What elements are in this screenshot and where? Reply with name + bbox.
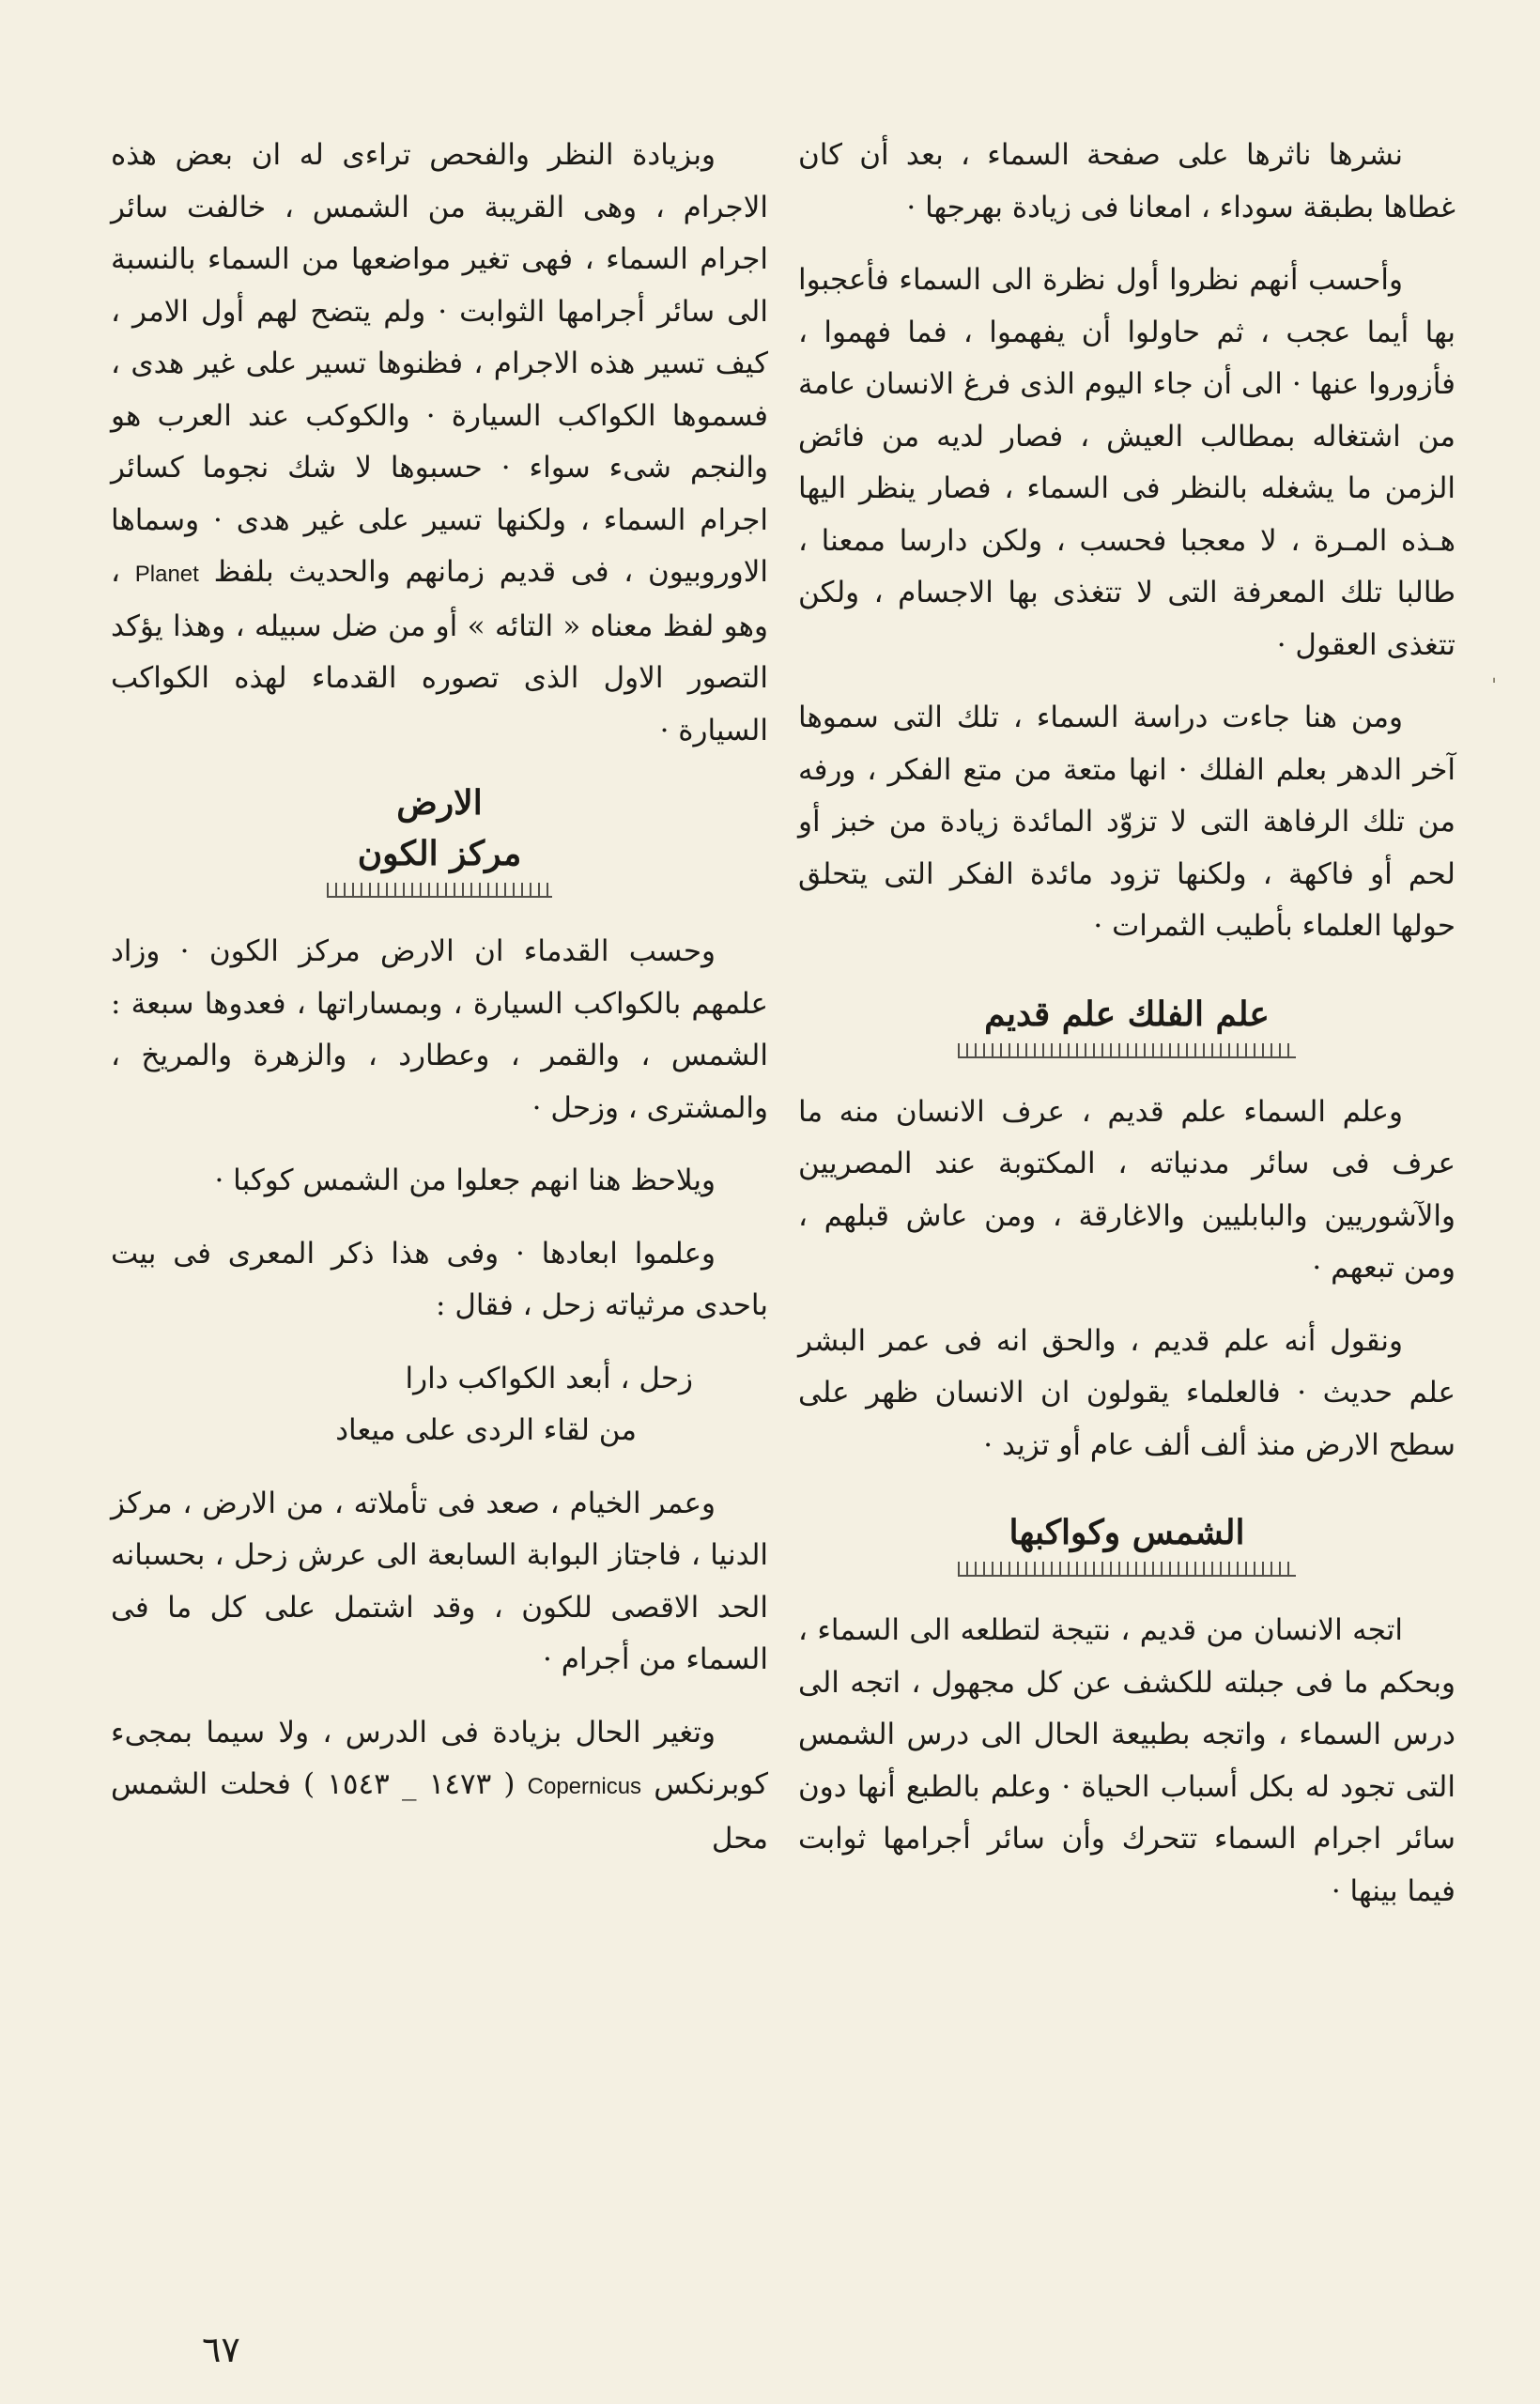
- paragraph: نشرها ناثرها على صفحة السماء ، بعد أن كان غطاها بطبقة سوداء ، امعانا فى زيادة بهرجها ·: [798, 138, 1455, 224]
- heading-line: مركز الكون: [357, 834, 522, 873]
- page-number: ٦٧: [202, 2329, 240, 2370]
- paragraph: [111, 130, 768, 757]
- heading-line: الارض: [396, 783, 483, 823]
- heading-underline: [958, 1043, 1296, 1058]
- paragraph: ونقول أنه علم قديم ، والحق انه فى عمر البشر علم حديث · فالعلماء يقولون ان الانسان ظهر على سطح الارض منذ ألف ألف عام أو تزيد ·: [798, 1323, 1455, 1462]
- heading-text: علم الفلك علم قديم: [984, 994, 1270, 1034]
- left-column: [111, 130, 768, 1886]
- margin-speck: ˈ: [1491, 676, 1498, 700]
- section-heading-sun-planets: [798, 1507, 1455, 1558]
- paragraph: [111, 1707, 768, 1866]
- section-heading-earth-center: [111, 778, 768, 879]
- right-column: [798, 130, 1455, 1938]
- poem-verse: زحل ، أبعد الكواكب دارا: [405, 1361, 693, 1395]
- paragraph: وعلموا ابعادها · وفى هذا ذكر المعرى فى بيت باحدى مرثياته زحل ، فقال :: [111, 1236, 768, 1322]
- paragraph: وعمر الخيام ، صعد فى تأملاته ، من الارض ، مركز الدنيا ، فاجتاز البوابة السابعة الى عرش زحل ، بحسبانه الحد الاقصى للكون ، وقد اشتمل على كل ما فى السماء من أجرام ·: [111, 1486, 768, 1676]
- paragraph-text: ( ١٤٧٣ _ ١٥٤٣ ) فحلت الشمس محل: [111, 1767, 768, 1856]
- paragraph: اتجه الانسان من قديم ، نتيجة لتطلعه الى السماء ، وبحكم ما فى جبلته للكشف عن كل مجهول ، اتجه الى درس السماء ، واتجه بطبيعة الحال الى درس الشمس التى تجود له بكل أسباب الحياة · وعلم بالطبع أنها دون سائر اجرام السماء تتحرك وأن سائر أجرامها ثوابت فيما بينها ·: [798, 1613, 1455, 1908]
- heading-underline: [958, 1562, 1296, 1577]
- paragraph: ويلاحظ هنا انهم جعلوا من الشمس كوكبا ·: [214, 1163, 716, 1197]
- latin-term-copernicus: Copernicus: [527, 1774, 642, 1799]
- paragraph-text: وبزيادة النظر والفحص تراءى له ان بعض هذه الاجرام ، وهى القريبة من الشمس ، خالفت سائر اجرام السماء ، فهى تغير مواضعها من السماء بالنسبة الى سائر أجرامها الثوابت · ولم يتضح لهم أول الامر ، كيف تسير هذه الاجرام ، فظنوها تسير على غير هدى ، فسموها الكواكب السيارة · والكوكب عند العرب هو والنجم شىء سواء · حسبوها لا شك نجوما كسائر اجرام السماء ، ولكنها تسير على غير هدى · وسماها الاوروبيون ، فى قديم زمانهم والحديث بلفظ: [111, 138, 768, 589]
- section-heading-astronomy-ancient: [798, 989, 1455, 1040]
- paragraph: وحسب القدماء ان الارض مركز الكون · وزاد علمهم بالكواكب السيارة ، وبمساراتها ، فعدوها سبعة : الشمس ، والقمر ، وعطارد ، والزهرة والمريخ ، والمشترى ، وزحل ·: [111, 934, 768, 1125]
- poem-verse: من لقاء الردى على ميعاد: [335, 1413, 637, 1447]
- heading-text: الشمس وكواكبها: [1009, 1513, 1245, 1552]
- paragraph: وأحسب أنهم نظروا أول نظرة الى السماء فأعجبوا بها أيما عجب ، ثم حاولوا أن يفهموا ، فما فهموا ، فأزوروا عنها · الى أن جاء اليوم الذى فرغ الانسان عامة من اشتغاله بمطالب العيش ، فصار لديه من فائض الزمن ما يشغله بالنظر فى السماء ، فصار ينظر اليها هـذه المـرة ، لا معجبا فحسب ، ولكن دارسا ممعنا ، طالبا تلك المعرفة التى لا تتغذى بها الاجسام ، ولكن تتغذى العقول ·: [798, 263, 1455, 662]
- paragraph: وعلم السماء علم قديم ، عرف الانسان منه ما عرف فى سائر مدنياته ، المكتوبة عند المصريين والآشوريين والبابليين والاغارقة ، ومن عاش قبلهم ، ومن تبعهم ·: [798, 1094, 1455, 1285]
- paragraph: ومن هنا جاءت دراسة السماء ، تلك التى سموها آخر الدهر بعلم الفلك · انها متعة من متع الفكر ، ورفه من تلك الرفاهة التى لا تزوّد المائدة زيادة من خبز أو لحم أو فاكهة ، ولكنها تزود مائدة الفكر التى يتحلق حولها العلماء بأطيب الثمرات ·: [798, 701, 1455, 943]
- heading-underline: [327, 883, 552, 898]
- paragraph-text: ، وهو لفظ معناه « التائه » أو من ضل سبيله ، وهذا يؤكد التصور الاول الذى تصوره القدماء لهذه الكواكب السيارة ·: [111, 555, 768, 747]
- paragraph-text: وتغير الحال بزيادة فى الدرس ، ولا سيما بمجىء كوبرنكس: [111, 1715, 768, 1801]
- latin-term-planet: Planet: [134, 562, 199, 587]
